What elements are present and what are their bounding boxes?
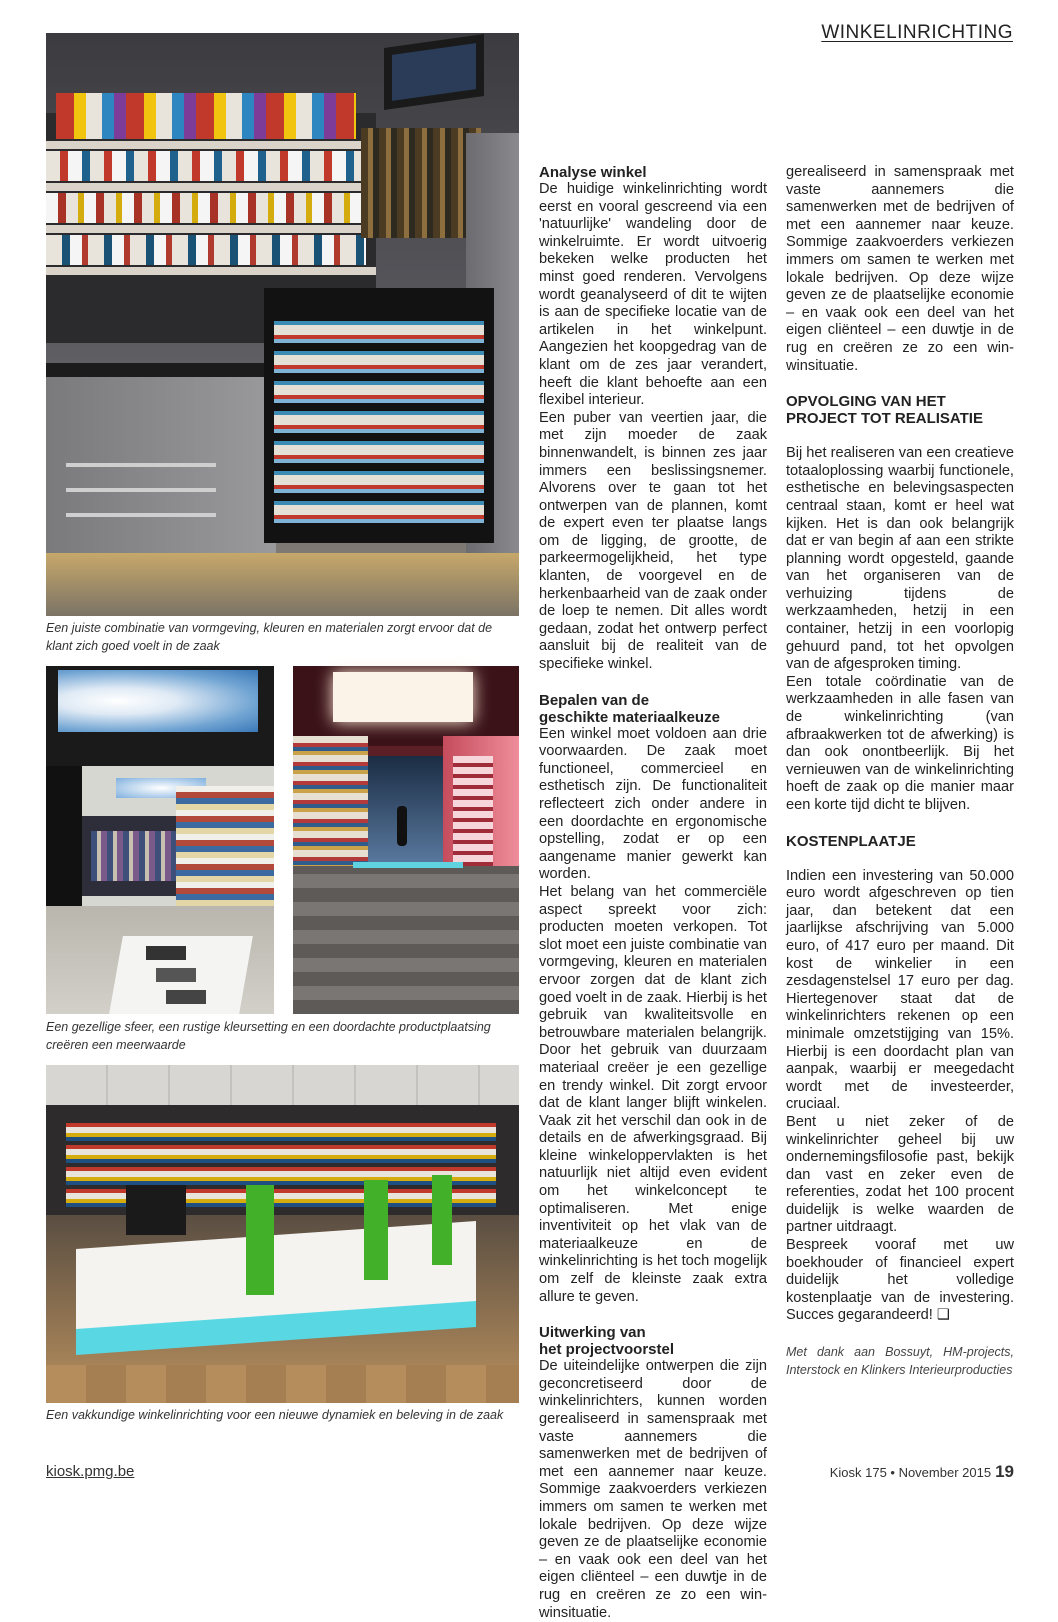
photo-caption: Een vakkundige winkelinrichting voor een nieuwe dynamiek en beleving in de zaak: [46, 1408, 504, 1422]
paragraph: Een winkel moet voldoen aan drie voorwaarden. De zaak moet functioneel, commercieel en esthetisch zijn. De functionaliteit reflecteert zich onder andere in een doordachte en ergonomische opstelling, zodat er op een aangename manier gewerkt kan worden.: [539, 725, 767, 883]
paragraph: Een totale coördinatie van de werkzaamheden in alle fasen van de winkelinrichting (van afbraakwerken tot de afwerking) is dan ook onontbeerlijk. Bij het vernieuwen van de winkelinrichting hoeft de zaak op die manier maar een korte tijd dicht te blijven.: [786, 673, 1014, 813]
issue-info: Kiosk 175 • November 2015: [829, 1465, 992, 1480]
heading-opvolging-line2: PROJECT TOT REALISATIE: [786, 410, 983, 428]
website-link[interactable]: kiosk.pmg.be: [46, 1463, 135, 1480]
paragraph: Bij het realiseren van een creatieve totaaloplossing waarbij functionele, esthetische en belevingsaspecten centraal staan, komt er heel wat kijken. Het is dan ook belangrijk dat er van begin af aan een strikte planning wordt opgesteld, gaande van het organiseren van de verhuizing tijdens de werkzaamheden, hetzij in een container, hetzij in een voorlopig gehuurd pand, tot het opvolgen van de afgesproken timing.: [786, 445, 1014, 673]
paragraph: Een puber van veertien jaar, die met zijn moeder de zaak binnenwandelt, is binnen zes jaar immers een beslissingsnemer. Alvorens over te gaan tot het ontwerpen van de plannen, komt de expert even ter plaatse langs om de ligging, de grootte, de parkeermogelijkheid, het type klanten, de voorgevel en de herkenbaarheid van de zaak onder de loep te nemen. Dit alles wordt gedaan, zodat het ontwerp perfect aansluit bij de realiteit van de specifieke winkel.: [539, 409, 767, 673]
heading-materiaal-line1: Bepalen van de: [539, 691, 650, 709]
photo-kiosk-counter: [46, 33, 519, 616]
paragraph: Bent u niet zeker of de winkelinrichter geheel bij uw ondernemingsfilosofie past, bekijk dan vast en zeker even de referenties, zodat het 100 procent duidelijk is welke waarden de partner uitdraagt.: [786, 1113, 1014, 1236]
article-column-2: [786, 164, 1014, 1379]
paragraph: Het belang van het commerciële aspect spreekt voor zich: producten moeten verkopen. Tot slot moet een juiste combinatie van vormgeving, kleuren en materialen ervoor zorgen dat de klant zich goed voelt in de zaak. Hierbij is het gebruik van kwaliteitsvolle en betrouwbare materialen belangrijk. Door het gebruik van duurzaam materiaal creëer je een gezellige en trendy winkel. Dit zorgt ervoor dat de klant langer blijft winkelen. Vaak zit het verschil dan ook in de details en de afwerkingsgraad. Bij kleine winkeloppervlakten is het natuurlijk niet altijd even evident om het winkelconcept te optimaliseren. Met enige inventiviteit op het vlak van de materiaalkeuze en de winkelinrichting is het toch mogelijk om zelf de kleinste zaak extra allure te geven.: [539, 883, 767, 1305]
heading-analyse: Analyse winkel: [539, 164, 647, 181]
photo-store-white-counter: [46, 1065, 519, 1403]
heading-uitwerking-line1: Uitwerking van: [539, 1324, 646, 1342]
heading-materiaal-line2: geschikte materiaalkeuze: [539, 708, 720, 726]
photo-store-red-aisle: [293, 666, 519, 1014]
page-footer: [830, 1462, 1014, 1482]
photo-caption: Een juiste combinatie van vormgeving, kleuren en materialen zorgt ervoor dat de klant zich goed voelt in de zaak: [46, 621, 493, 653]
heading-uitwerking-line2: het projectvoorstel: [539, 1341, 675, 1359]
page-number: 19: [995, 1462, 1014, 1481]
paragraph: De huidige winkelinrichting wordt eerst en vooral gescreend via een 'natuurlijke' wandeling door de winkelruimte. Er wordt uitvoerig bekeken welke producten het minst goed renderen. Vervolgens wordt geanalyseerd of dit te wijten is aan de specifieke locatie van de artikelen in het winkelpunt. Aangezien het koopgedrag van de klant om de zes jaar verandert, heeft die klant behoefte aan een flexibel interieur.: [539, 181, 767, 409]
paragraph: Bespreek vooraf met uw boekhouder of financieel expert duidelijk het volledige kostenplaatje van de investering. Succes gegarandeerd! ❑: [786, 1237, 1014, 1324]
article-column-1: [539, 164, 767, 1621]
paragraph: Indien een investering van 50.000 euro wordt afgeschreven op tien jaar, dan betekent dat een jaarlijkse afschrijving van 5.000 euro, of 417 euro per maand. Dit kost de winkelier in een zesdagenstelsel 17 euro per dag. Hiertegenover staat dat de winkelinrichters rekenen op een minimale omzetstijging van 15%. Hierbij is een doordacht plan van aanpak, waarbij er meegedacht wordt met de investeerder, cruciaal.: [786, 867, 1014, 1113]
paragraph-continuation: gerealiseerd in samenspraak met vaste aannemers die samenwerken met de bedrijven of met een aannemer naar keuze. Sommige zaakvoerders verkiezen immers om samen te werken met lokale bedrijven. Op deze wijze geven ze de plaatselijke economie – en vaak ook een deel van het eigen cliënteel – een duwtje in de rug en creëren ze zo een win-winsituatie.: [786, 164, 1014, 374]
end-mark-icon: ❑: [936, 1307, 951, 1324]
section-title: WINKELINRICHTING: [821, 22, 1013, 43]
paragraph-continued: De uiteindelijke ontwerpen die zijn geconcretiseerd door de winkelinrichters, kunnen worden gerealiseerd in samenspraak met vaste aannemers die samenwerken met de bedrijven of met een aannemer naar keuze. Sommige zaakvoerders verkiezen immers om samen te werken met lokale bedrijven. Op deze wijze geven ze de plaatselijke economie – en vaak ook een deel van het eigen cliënteel – een duwtje in de rug en creëren ze zo een win-winsituatie.: [539, 1358, 767, 1621]
photo-caption: Een gezellige sfeer, een rustige kleursetting en een doordachte productplaatsing creëren een meerwaarde: [46, 1020, 491, 1052]
photo-store-sky-ceiling: [46, 666, 274, 1014]
heading-opvolging-line1: OPVOLGING VAN HET: [786, 393, 946, 411]
heading-kosten: KOSTENPLAATJE: [786, 832, 916, 850]
credits: Met dank aan Bossuyt, HM-projects, Interstock en Klinkers Interieurproducties: [786, 1345, 1014, 1378]
